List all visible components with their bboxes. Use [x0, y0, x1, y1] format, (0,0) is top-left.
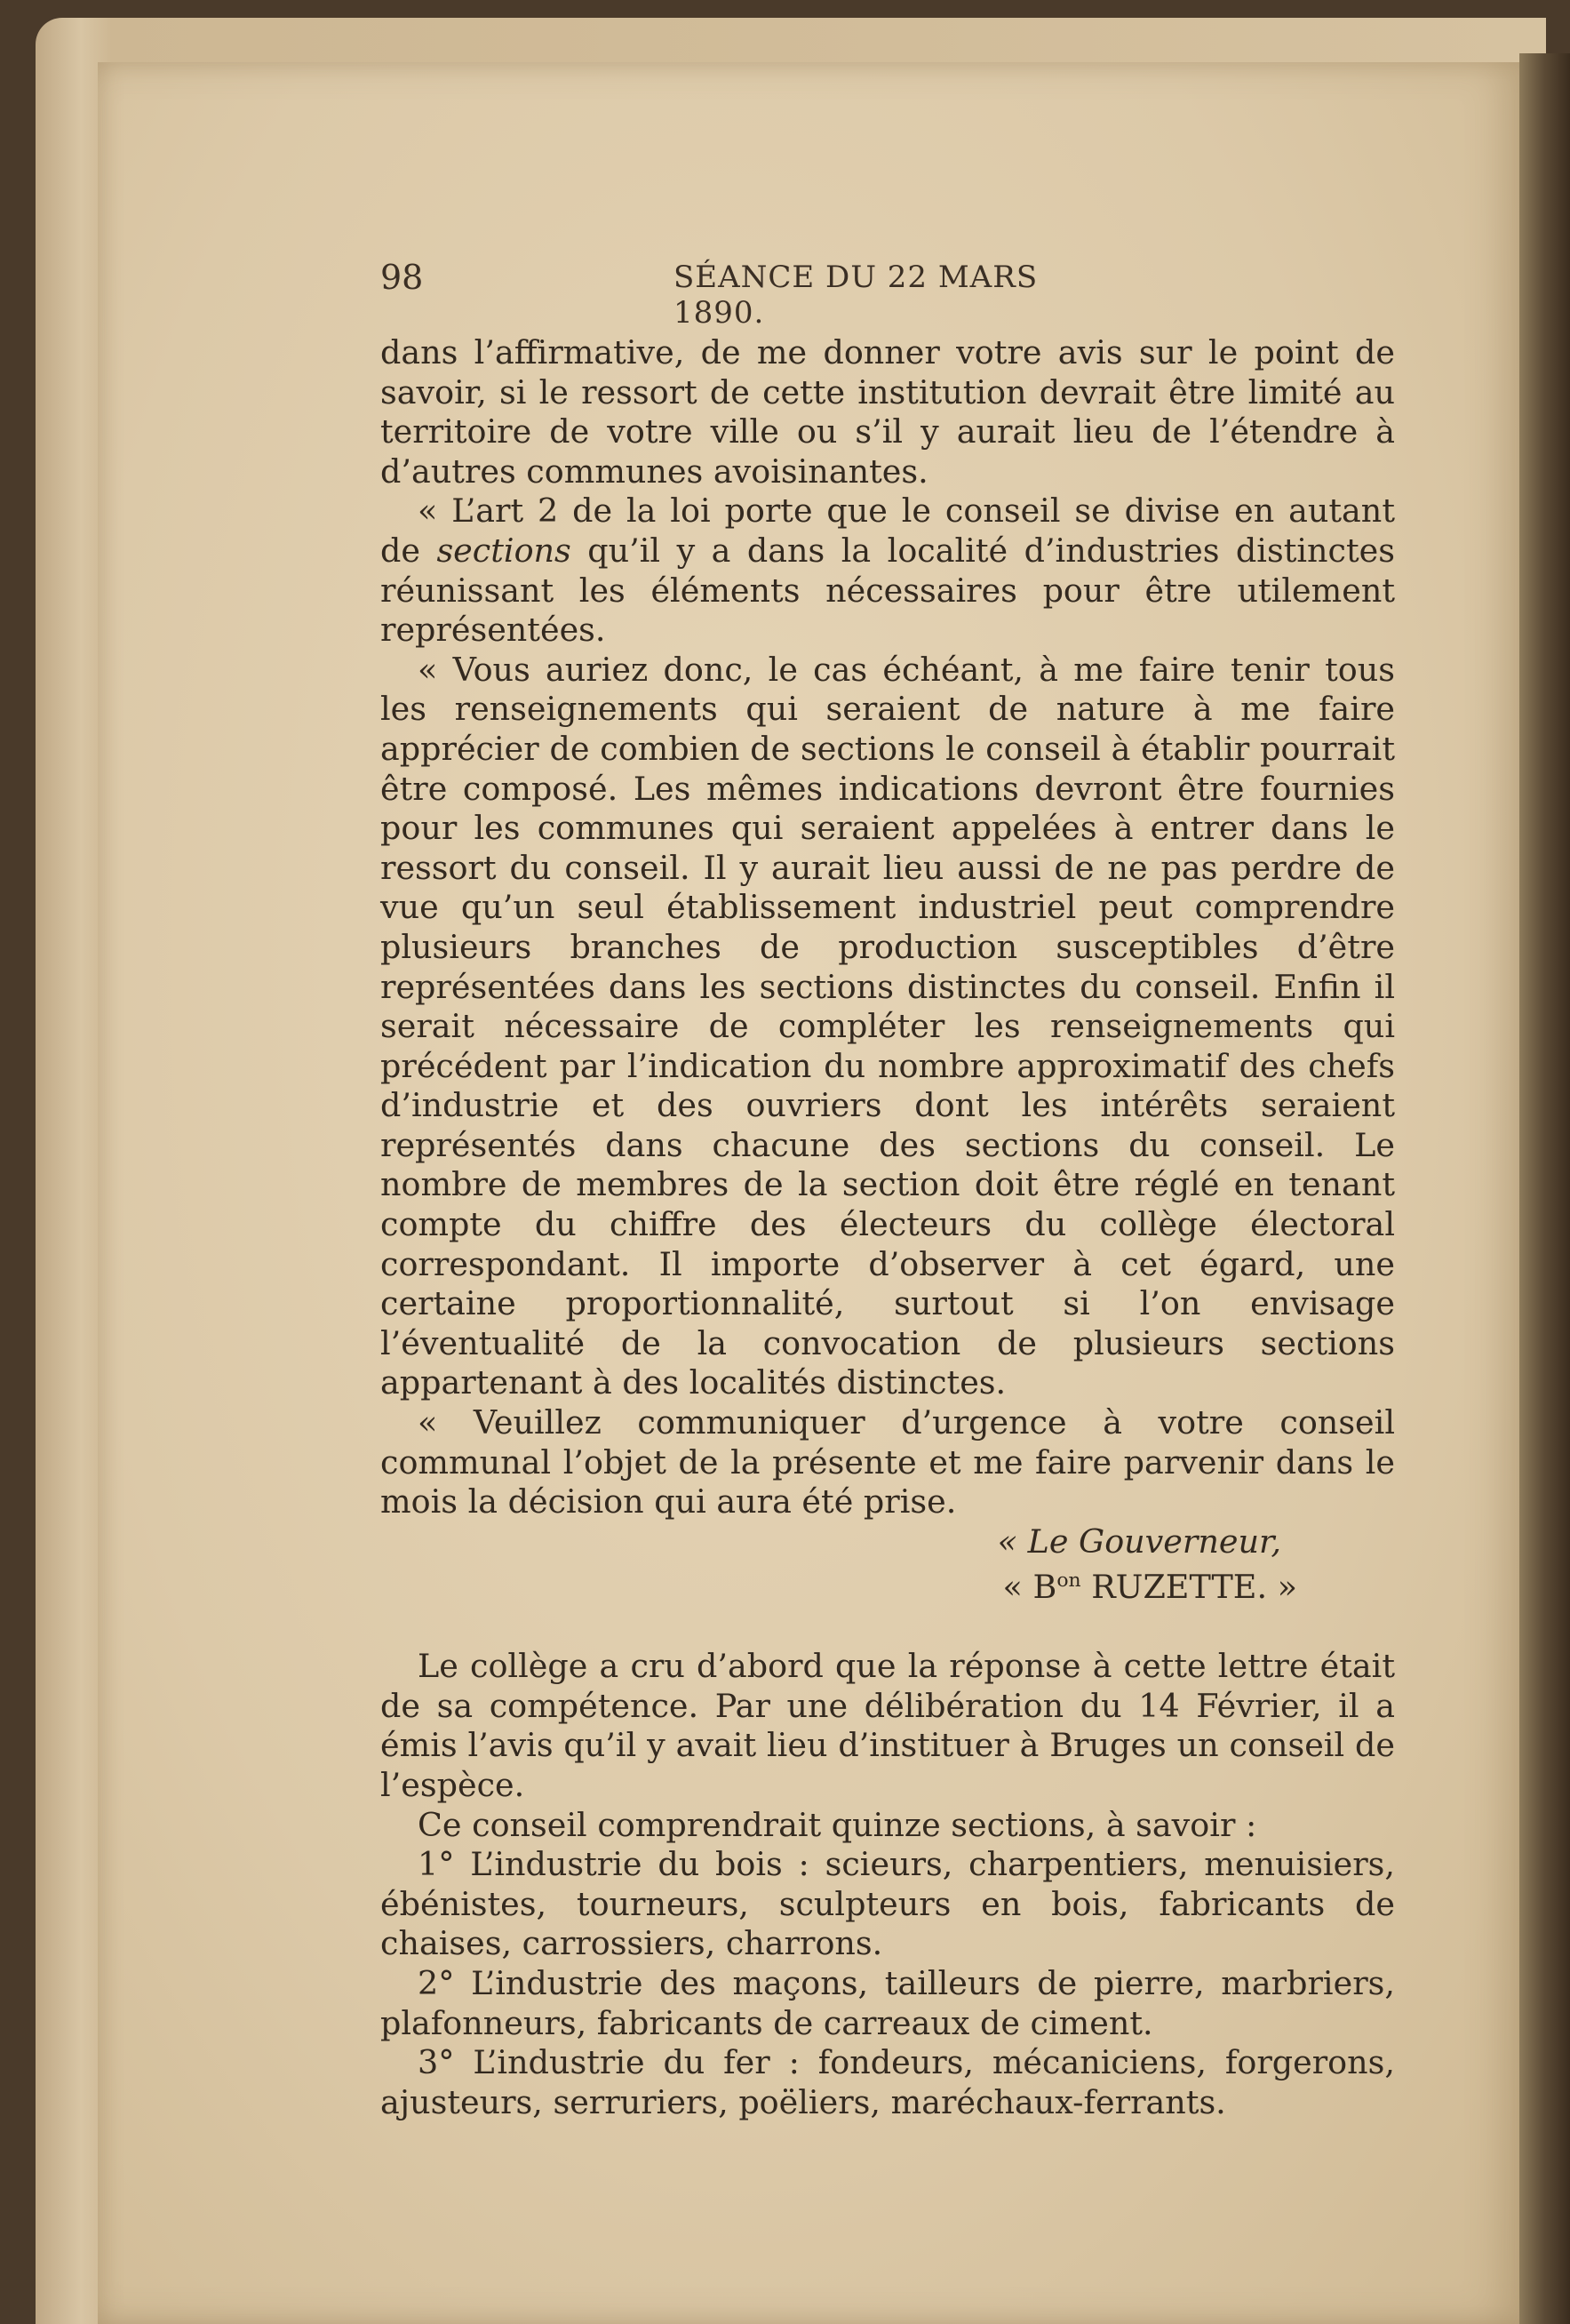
paragraph-1: dans l’affirmative, de me donner votre avis sur le point de savoir, si le ressort de cette institution devrait être limité au territoire de votre ville ou s’il y aurait lieu de l’étendre à d’autres communes avoisinantes. [380, 333, 1395, 491]
paragraph-3: « Vous auriez donc, le cas échéant, à me faire tenir tous les renseignements qui seraient de nature à me faire apprécier de combien de sections le conseil à établir pourrait être composé. Les mêmes indications devront être fournies pour les communes qui seraient appelées à entrer dans le ressort du conseil. Il y aurait lieu aussi de ne pas perdre de vue qu’un seul établissement industriel peut comprendre plusieurs branches de production susceptibles d’être représentées dans les sections distinctes du conseil. Enfin il serait nécessaire de compléter les renseignements qui précédent par l’indication du nombre approximatif des chefs d’industrie et des ouvriers dont les intérêts seraient représentés dans chacune des sections du conseil. Le nombre de membres de la section doit être réglé en tenant compte du chiffre des électeurs du collège électoral correspondant. Il importe d’observer à cet égard, une certaine proportionnalité, surtout si l’on envisage l’éventualité de la convocation de plusieurs sections appartenant à des localités distinctes. [380, 650, 1395, 1402]
paragraph-5: Le collège a cru d’abord que la réponse à cette lettre était de sa compétence. Par une délibération du 14 Février, il a émis l’avis qu’il y avait lieu d’instituer à Bruges un conseil de l’espèce. [380, 1647, 1395, 1804]
paragraph-2-end: qu’il y a dans la localité d’industries distinctes réunissant les éléments nécessaires pour être utilement représentées. [380, 531, 1395, 650]
paragraph-4: « Veuillez communiquer d’urgence à votre conseil communal l’objet de la présente et me faire parvenir dans le mois la décision qui aura été prise. [380, 1403, 1395, 1521]
page-body [380, 333, 1395, 2122]
signature-name: RUZETTE. » [1080, 1568, 1297, 1607]
running-head: SÉANCE DU 22 MARS 1890. [673, 260, 1039, 331]
emphasis-sections: sections [436, 531, 571, 570]
paragraph-2 [380, 491, 1395, 650]
signature-superscript: on [1056, 1569, 1081, 1593]
signature-prefix: « B [1002, 1568, 1057, 1607]
list-item-2: 2° L’industrie des maçons, tailleurs de pierre, marbriers, plafonneurs, fabricants de carreaux de ciment. [380, 1963, 1395, 2042]
paragraph-2-start: « L’art 2 de la loi porte que le conseil se divise en autant de [380, 491, 1395, 570]
page-number: 98 [380, 258, 424, 297]
page-header [380, 258, 1109, 331]
list-item-3: 3° L’industrie du fer : fondeurs, mécaniciens, forgerons, ajusteurs, serruriers, poëliers, maréchaux-ferrants. [380, 2043, 1395, 2121]
paragraph-6: Ce conseil comprendrait quinze sections, à savoir : [418, 1805, 1257, 1844]
binding-shadow [1519, 53, 1570, 2324]
signature-title: « Le Gouverneur, [997, 1521, 1281, 1561]
signature-name-line [380, 1561, 1395, 1608]
list-item-1: 1° L’industrie du bois : scieurs, charpentiers, menuisiers, ébénistes, tourneurs, sculpteurs en bois, fabricants de chaises, carrossiers, charrons. [380, 1845, 1395, 1963]
section-gap [380, 1608, 1395, 1647]
